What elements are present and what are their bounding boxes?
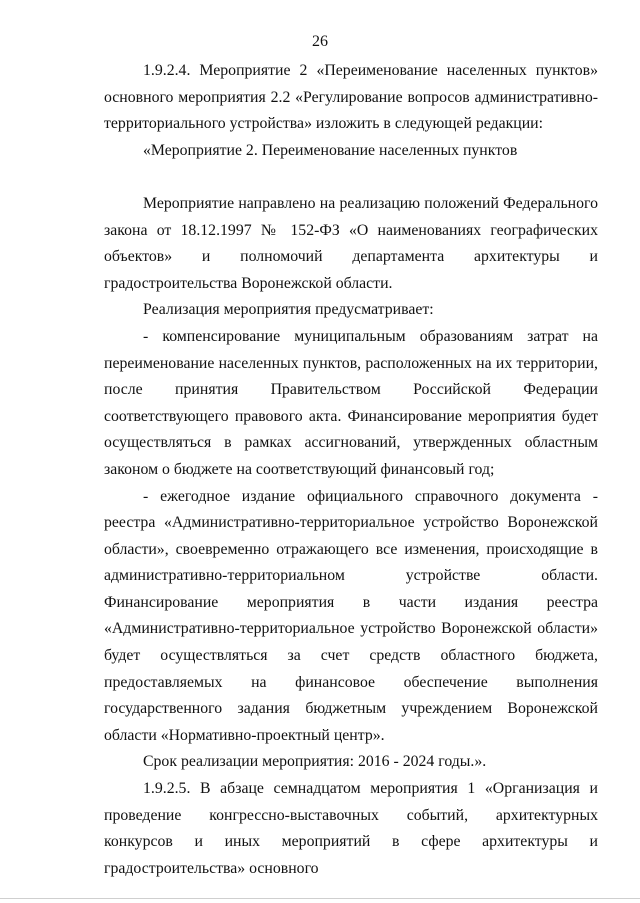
paragraph-registry-item: - ежегодное издание официального справочного документа - реестра «Административно-территориальное устройство Воронежской области», своевременно отражающего все изменения, происходящие в административно-территориальном устройстве области. Финансирование мероприятия в части издания реестра «Административно-территориальное устройство Воронежской области» будет осуществляться за счет средств областного бюджета, предоставляемых на финансовое обеспечение выполнения государственного задания бюджетным учреждением Воронежской области «Нормативно-проектный центр». bbox=[104, 487, 598, 744]
paragraph-implementation-intro: Реализация мероприятия предусматривает: bbox=[143, 301, 434, 319]
paragraph-compensation-item: - компенсирование муниципальным образованиям затрат на переименование населенных пунктов, расположенных на их территории, после принятия Правительством Российской Федерации соответствующего правового акта. Финансирование мероприятия будет осуществляться в рамках ассигнований, утвержденных областным законом о бюджете на соответствующий финансовый год; bbox=[104, 327, 598, 478]
page-number: 26 bbox=[312, 33, 328, 50]
paragraph-term: Срок реализации мероприятия: 2016 - 2024 годы.». bbox=[143, 753, 487, 771]
paragraph-event-2-title: «Мероприятие 2. Переименование населенных пунктов bbox=[143, 141, 518, 159]
paragraph-1-9-2-4: 1.9.2.4. Мероприятие 2 «Переименование населенных пунктов» основного мероприятия 2.2 «Регулирование вопросов административно-территориального устройства» изложить в следующей редакции: bbox=[104, 62, 598, 133]
document-body bbox=[104, 58, 598, 882]
paragraph-event-purpose: Мероприятие направлено на реализацию положений Федерального закона от 18.12.1997 № 152-ФЗ «О наименованиях географических объектов» и полномочий департамента архитектуры и градостроительства Воронежской области. bbox=[104, 194, 598, 292]
scan-edge-line bbox=[0, 898, 640, 899]
paragraph-1-9-2-5: 1.9.2.5. В абзаце семнадцатом мероприятия 1 «Организация и проведение конгрессно-выставочных событий, архитектурных конкурсов и иных мероприятий в сфере архитектуры и градостроительства» основного bbox=[104, 780, 598, 877]
